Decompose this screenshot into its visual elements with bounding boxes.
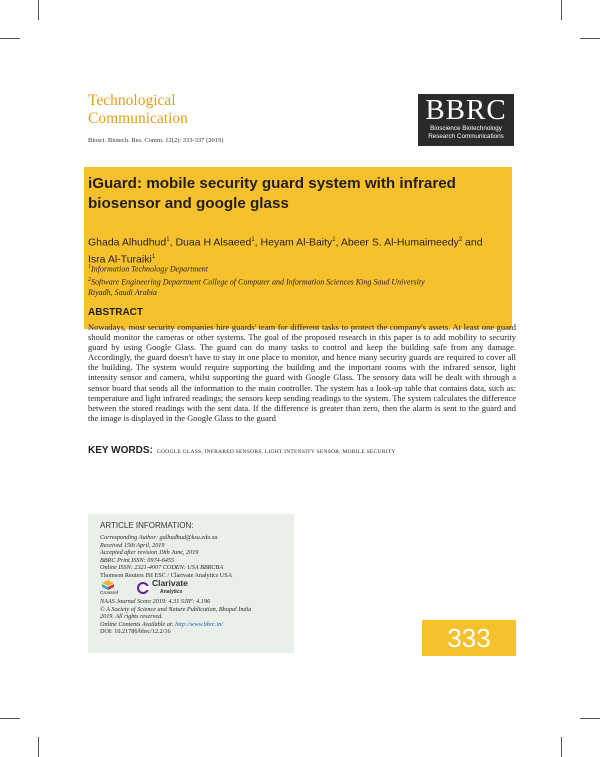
copyright: 2019. All rights reserved. [100,613,163,620]
affiliation: $^2$Software Engineering Department College of Computer and Information Sciences King Saud University [88,277,425,287]
page-number: 333 [447,623,491,653]
keywords-text: GOOGLE GLASS, INFRARED SENSORS, LIGHT INTENSITY SENSOR, MOBILE SECURITY [156,449,396,455]
online-issn: Online ISSN: 2321-4007 CODEN: USA BBRCBA [100,564,224,571]
affiliation: $^1$Information Technology Department [88,264,209,274]
logo-sub-line: Bioscience Biotechnology [430,125,502,132]
crop-mark [0,38,20,39]
crop-mark [0,718,20,719]
journal-link[interactable]: http://www.bbrc.in/ [175,620,223,628]
author-name: Isra Al-Turaiki [88,253,152,265]
received-date: Received 15th April, 2019 [100,541,165,549]
print-issn: BBRC Print ISSN: 0974-6455 [100,556,175,564]
accepted-date: Accepted after revision 19th June, 2019 [100,549,199,556]
crop-mark [38,737,39,757]
article-info-heading: ARTICLE INFORMATION: [100,521,194,530]
article-info [100,534,295,636]
clarivate-name: Clarivate [152,578,188,588]
clarivate-icon [137,582,149,594]
author-name: Duaa H Alsaeed [175,236,252,249]
crop-mark [580,718,600,719]
crop-mark [38,0,39,20]
section-label: Technological Communication [88,92,188,127]
crop-mark [580,38,600,39]
clarivate-sub: Analytics [160,589,183,595]
crop-mark [561,0,562,20]
citation: Biosci. Biotech. Res. Comm. 12(2): 333-337 (2019) [88,137,224,144]
journal-logo [418,94,514,146]
logo-main: BBRC [425,94,507,126]
authors: Ghada Alhudhud$^1$, Duaa H Alsaeed$^1$, Heyam Al-Baity$^1$, Abeer S. Al-Humaimeedy$^2$ and Isra Al-Turaiki$^1$ [88,236,483,265]
abstract-heading: ABSTRACT [88,307,143,318]
indexing-logos [100,579,295,598]
abstract-text: Nowadays, most security companies hire guards' team for different tasks to protect the company's assets. At least one guard should monitor the cameras or other systems. The goal of the proposed research in this paper is to add mobility to security guard by using Google Glass. The guard can do many tasks to control and keep the building safe from any damage. Accordingly, the guard doesn't have to stay in one place to monitor, and hence many security guards are required to cover all the building. The system would require supporting the building and the important rooms with the infrared sensor, light intensity sensor and camera, whilst supporting the guard with Google Glass. The sensory data will be dealt with through a sensor board that sends all the information to the main controller. The system has a look-up table that contains data, such as: temperature and light infrared readings; the sensors keep sending readings to the system. The system calculates the difference between the stored readings with the sent data. If the difference is greater than zero, then the alarm is sent to the guard and the image is displayed in the Google Glass to the guard [88,322,516,423]
author-name: Ghada Alhudhud [88,236,167,249]
crossref-icon [102,580,114,590]
crossref-label: Crossref [100,591,119,596]
author-name: Heyam Al-Baity [260,236,333,249]
doi: DOI: 10.21786/bbrc/12.2/16 [100,628,171,635]
thomson-reuters: Thomson Reuters ISI ESC / Clarivate Analytics USA [100,571,233,579]
author-name: Abeer S. Al-Humaimeedy [340,236,459,249]
corresponding-author: Corresponding Author: galhudhud@ksu.edu.sa [100,534,218,541]
naas-score: NAAS Journal Score 2019: 4.31 SJIF: 4.196 [100,598,211,605]
keywords [88,440,516,458]
online-contents: Online Contents Available at: http://www.bbrc.in/ [100,620,223,628]
affiliation: Riyadh, Saudi Arabia [88,288,157,298]
logo-sub-line: Research Communications [428,132,504,140]
keywords-heading: KEY WORDS: [88,445,153,456]
crop-mark [561,737,562,757]
affiliations [88,262,508,299]
paper-title: iGuard: mobile security guard system with infrared biosensor and google glass [88,175,456,212]
copyright: © A Society of Science and Nature Publication, Bhopal India [100,605,252,613]
